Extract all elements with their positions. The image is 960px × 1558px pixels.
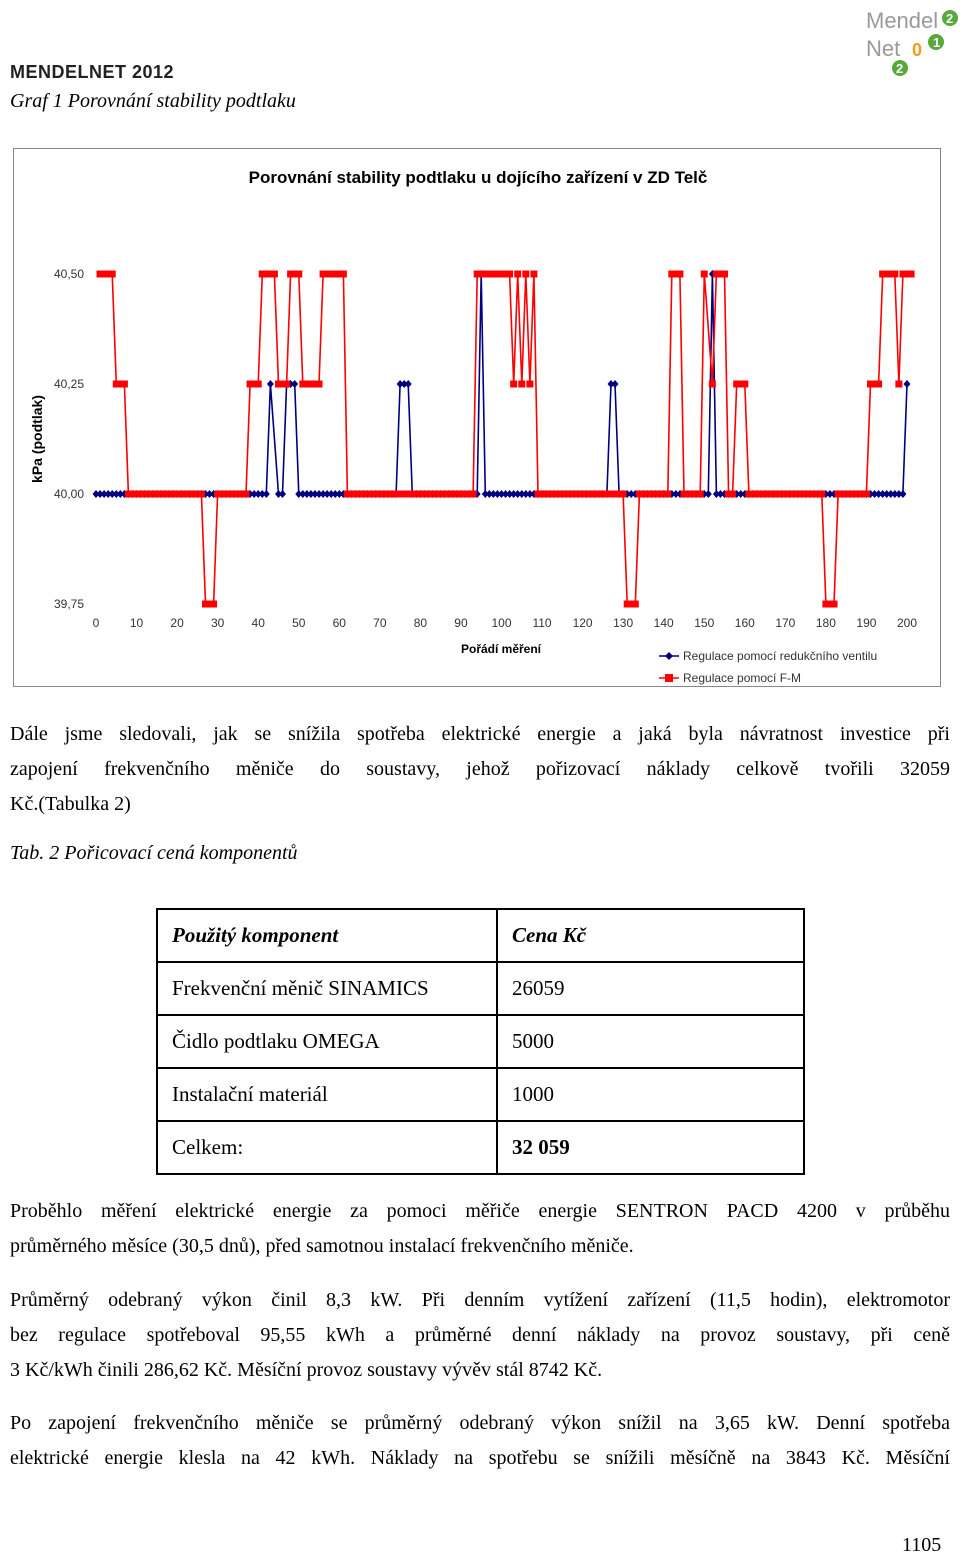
- x-tick-label: 170: [775, 616, 796, 630]
- paragraph-4: [10, 1406, 950, 1476]
- y-axis-label: kPa (podtlak): [29, 395, 45, 483]
- data-point-redukcni: [267, 380, 274, 388]
- data-point-redukcni: [291, 380, 298, 388]
- data-point-fm: [295, 271, 302, 278]
- x-axis-label: Pořádí měření: [460, 642, 542, 656]
- table-cell: 1000: [497, 1068, 804, 1121]
- data-point-fm: [530, 271, 537, 278]
- svg-text:0: 0: [912, 40, 923, 60]
- table-row: [157, 962, 804, 1015]
- data-point-fm: [506, 271, 513, 278]
- data-point-fm: [908, 271, 915, 278]
- data-point-fm: [210, 601, 217, 608]
- paragraph-3: [10, 1283, 950, 1388]
- vacuum-stability-chart: [14, 149, 942, 688]
- data-point-fm: [514, 271, 521, 278]
- data-point-fm: [701, 271, 708, 278]
- paragraph-line: 3 Kč/kWh činili 286,62 Kč. Měsíční provoz soustavy vývěv stál 8742 Kč.: [10, 1359, 603, 1381]
- data-point-fm: [316, 381, 323, 388]
- data-point-fm: [729, 491, 736, 498]
- data-point-fm: [109, 271, 116, 278]
- data-point-fm: [470, 491, 477, 498]
- x-tick-label: 50: [292, 616, 306, 630]
- x-tick-label: 30: [210, 616, 225, 630]
- x-tick-label: 70: [373, 616, 387, 630]
- paragraph-line: elektrické energie klesla na 42 kWh. Náklady na spotřebu se snížili měsíčně na 3843 Kč. Měsíční: [10, 1447, 950, 1469]
- data-point-fm: [340, 271, 347, 278]
- table-total-value: 32 059: [497, 1121, 804, 1174]
- table-caption: Tab. 2 Pořicovací cená komponentů: [10, 842, 298, 864]
- chart-frame: [13, 148, 941, 687]
- data-point-fm: [632, 601, 639, 608]
- data-point-fm: [518, 381, 525, 388]
- data-point-fm: [891, 271, 898, 278]
- data-point-fm: [697, 491, 704, 498]
- table-row: [157, 1015, 804, 1068]
- x-tick-label: 140: [653, 616, 674, 630]
- data-point-fm: [741, 381, 748, 388]
- data-point-fm: [271, 271, 278, 278]
- data-point-redukcni: [263, 490, 270, 498]
- table-cell: Frekvenční měnič SINAMICS: [157, 962, 497, 1015]
- table-cell: Instalační materiál: [157, 1068, 497, 1121]
- x-axis-ticks: [93, 616, 918, 630]
- chart-title: Porovnání stability podtlaku u dojícího zařízení v ZD Telč: [248, 168, 708, 187]
- legend: [659, 649, 877, 685]
- paragraph-line: bez regulace spotřeboval 95,55 kWh a průměrné denní náklady na provoz soustavy, při ceně: [10, 1324, 950, 1346]
- data-point-redukcni: [904, 380, 911, 388]
- table-row: [157, 1068, 804, 1121]
- x-tick-label: 60: [332, 616, 346, 630]
- data-point-fm: [243, 491, 250, 498]
- series-line-redukcni: [96, 274, 907, 494]
- data-point-fm: [831, 601, 838, 608]
- svg-text:Net: Net: [866, 36, 901, 61]
- y-axis-ticks: [54, 267, 84, 611]
- x-tick-label: 90: [454, 616, 468, 630]
- paragraph-1: [10, 717, 950, 822]
- figure-title: Graf 1 Porovnání stability podtlaku: [10, 90, 296, 112]
- data-point-fm: [709, 381, 716, 388]
- legend-marker-fm: [665, 674, 673, 682]
- data-point-fm: [721, 271, 728, 278]
- data-point-fm: [198, 491, 205, 498]
- y-tick-label: 40,00: [53, 487, 84, 501]
- paragraph-line: zapojení frekvenčního měniče do soustavy, jehož pořizovací náklady celkově tvořili 32059: [10, 758, 950, 780]
- x-tick-label: 150: [694, 616, 715, 630]
- legend-label-fm: Regulace pomocí F-M: [683, 671, 802, 685]
- paragraph-2: [10, 1194, 950, 1264]
- data-point-redukcni: [899, 490, 906, 498]
- data-point-fm: [895, 381, 902, 388]
- x-tick-label: 20: [170, 616, 184, 630]
- components-table: [156, 908, 805, 1175]
- data-point-fm: [526, 381, 533, 388]
- x-tick-label: 120: [572, 616, 593, 630]
- data-point-redukcni: [279, 490, 286, 498]
- table-header-cell: Použitý komponent: [157, 909, 497, 962]
- svg-text:2: 2: [896, 61, 904, 76]
- table-cell: 5000: [497, 1015, 804, 1068]
- x-tick-label: 180: [815, 616, 836, 630]
- header-brand: MENDELNET 2012: [10, 62, 175, 82]
- series-line-fm: [100, 274, 911, 604]
- data-point-redukcni: [405, 380, 412, 388]
- x-tick-label: 100: [491, 616, 512, 630]
- data-point-fm: [283, 381, 290, 388]
- y-tick-label: 39,75: [53, 597, 84, 611]
- y-tick-label: 40,50: [53, 267, 84, 281]
- paragraph-line: Po zapojení frekvenčního měniče se průměrný odebraný výkon snížil na 3,65 kW. Denní spotřeba: [10, 1412, 950, 1434]
- x-tick-label: 190: [856, 616, 877, 630]
- y-tick-label: 40,25: [53, 377, 84, 391]
- table-cell: Čidlo podtlaku OMEGA: [157, 1015, 497, 1068]
- legend-label-redukcni: Regulace pomocí redukčního ventilu: [683, 649, 878, 663]
- legend-marker-redukcni: [665, 652, 673, 660]
- data-point-fm: [522, 271, 529, 278]
- series-group: [93, 270, 915, 608]
- data-point-redukcni: [612, 380, 619, 388]
- table-total-label: Celkem:: [157, 1121, 497, 1174]
- data-point-fm: [121, 381, 128, 388]
- table-header-row: [157, 909, 804, 962]
- data-point-fm: [510, 381, 517, 388]
- mendelnet-logo: [862, 4, 958, 80]
- x-tick-label: 10: [129, 616, 144, 630]
- x-tick-label: 160: [734, 616, 755, 630]
- data-point-fm: [255, 381, 262, 388]
- svg-text:1: 1: [933, 35, 941, 50]
- paragraph-line: Proběhlo měření elektrické energie za pomoci měřiče energie SENTRON PACD 4200 v průběhu: [10, 1200, 950, 1222]
- x-tick-label: 0: [92, 616, 100, 630]
- paragraph-line: Dále jsme sledovali, jak se snížila spotřeba elektrické energie a jaká byla návratnost investice při: [10, 723, 950, 745]
- page-number: 1105: [902, 1534, 942, 1556]
- svg-text:2: 2: [946, 11, 954, 26]
- data-point-fm: [863, 491, 870, 498]
- x-tick-label: 110: [532, 616, 552, 630]
- x-tick-label: 40: [251, 616, 265, 630]
- paragraph-line: průměrného měsíce (30,5 dnů), před samotnou instalací frekvenčního měniče.: [10, 1235, 634, 1257]
- data-point-fm: [875, 381, 882, 388]
- x-tick-label: 130: [613, 616, 634, 630]
- table-cell: 26059: [497, 962, 804, 1015]
- data-point-redukcni: [705, 490, 712, 498]
- data-point-fm: [664, 491, 671, 498]
- data-point-fm: [620, 491, 627, 498]
- paragraph-line: Průměrný odebraný výkon činil 8,3 kW. Při denním vytížení zařízení (11,5 hodin), elektromotor: [10, 1289, 950, 1311]
- data-point-fm: [676, 271, 683, 278]
- x-tick-label: 200: [896, 616, 918, 630]
- x-tick-label: 80: [413, 616, 428, 630]
- table-total-row: [157, 1121, 804, 1174]
- paragraph-line: Kč.(Tabulka 2): [10, 793, 131, 815]
- table-header-cell: Cena Kč: [497, 909, 804, 962]
- svg-text:Mendel: Mendel: [866, 8, 939, 33]
- data-point-fm: [818, 491, 825, 498]
